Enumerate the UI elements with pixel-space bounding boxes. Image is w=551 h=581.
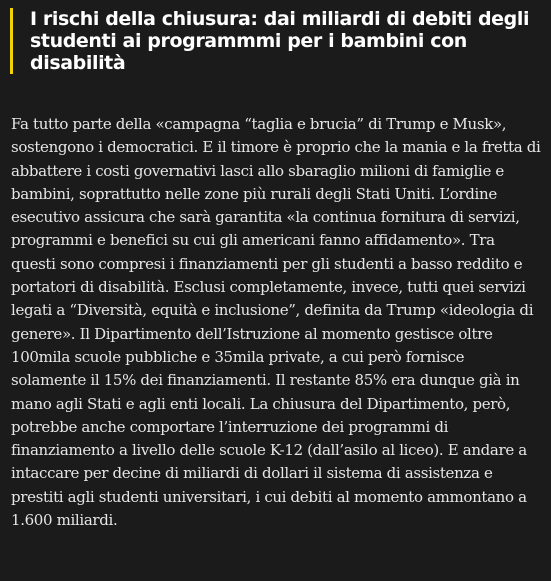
article-paragraph: Fa tutto parte della «campagna “taglia e brucia” di Trump e Musk», sostengono i democratici. E il timore è proprio che la mania e la fretta di abbattere i costi governativi lasci allo sbaraglio milioni di famiglie e bambini, soprattutto nelle zone più rurali degli Stati Uniti. L’ordine esecutivo assicura che sarà garantita «la continua fornitura di servizi, programmi e benefici su cui gli americani fanno affidamento». Tra questi sono compresi i finanziamenti per gli studenti a basso reddito e portatori di disabilità. Esclusi completamente, invece, tutti quei servizi legati a “Diversità, equità e inclusione”, definita da Trump «ideologia di genere». Il Dipartimento dell’Istruzione al momento gestisce oltre 100mila scuole pubbliche e 35mila private, a cui però fornisce solamente il 15% dei finanziamenti. Il restante 85% era dunque già in mano agli Stati e agli enti locali. La chiusura del Dipartimento, però, potrebbe anche comportare l’interruzione dei programmi di finanziamento a livello delle scuole K-12 (dall’asilo al liceo). E andare a intaccare per decine di miliardi di dollari il sistema di assistenza e prestiti agli studenti universitari, i cui debiti al momento ammontano a 1.600 miliardi. — [11, 115, 541, 530]
section-subheading: I rischi della chiusura: dai miliardi di debiti degli studenti ai programmmi per i bambini con disabilità — [10, 8, 540, 74]
